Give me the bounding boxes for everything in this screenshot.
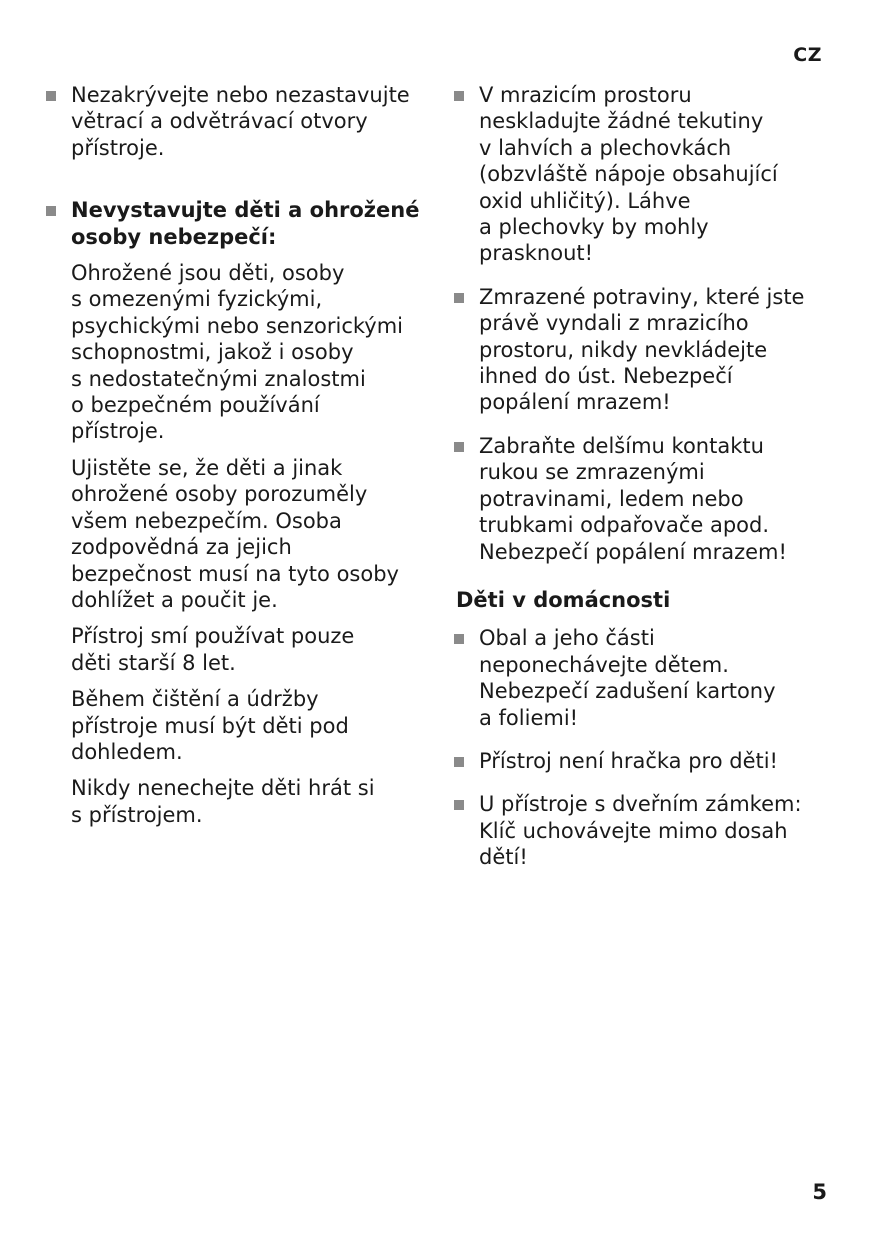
item-text: Zabraňte delšímu kontaktu rukou se zmrazenými potravinami, ledem nebo trubkami odpařovače apod. Nebezpečí popálení mrazem! (479, 433, 787, 564)
item-text: U přístroje s dveřním zámkem: Klíč uchovávejte mimo dosah dětí! (479, 792, 802, 870)
bullet-square-icon (46, 206, 56, 216)
paragraph: Ujistěte se, že děti a jinak ohrožené osoby porozuměly všem nebezpečím. Osoba zodpovědná za jejich bezpečnost musí na tyto osoby dohlížet a poučit je. (71, 455, 399, 612)
left-column (46, 82, 426, 845)
item-text: Zmrazené potraviny, které jste právě vyndali z mrazicího prostoru, nikdy nevkládejte ihned do úst. Nebezpečí popálení mrazem! (479, 284, 805, 415)
bullet-square-icon (454, 757, 464, 767)
right-column (454, 82, 826, 888)
bullet-square-icon (454, 800, 464, 810)
list-item (454, 82, 826, 267)
item-text: Obal a jeho části neponechávejte dětem. Nebezpečí zadušení kartony a foliemi! (479, 626, 776, 730)
list-item (454, 625, 826, 731)
paragraph: Nikdy nenechejte děti hrát si s přístrojem. (71, 776, 375, 827)
list-item-children-warning (46, 197, 426, 828)
bullet-square-icon (46, 91, 56, 101)
list-item (454, 284, 826, 416)
list-item (46, 82, 426, 161)
list-item (454, 791, 826, 870)
list-item (454, 433, 826, 565)
list-item (454, 748, 826, 774)
item-text: Nezakrývejte nebo nezastavujte větrací a odvětrávací otvory přístroje. (71, 83, 410, 160)
item-text: V mrazicím prostoru neskladujte žádné tekutiny v lahvích a plechovkách (obzvláště nápoje obsahující oxid uhličitý). Láhve a plechovky by mohly prasknout! (479, 83, 778, 266)
language-code: CZ (793, 44, 822, 66)
bullet-square-icon (454, 634, 464, 644)
bullet-square-icon (454, 91, 464, 101)
item-heading: Nevystavujte děti a ohrožené osoby nebezpečí: (71, 198, 420, 249)
page-number: 5 (812, 1180, 827, 1204)
paragraph: Během čištění a údržby přístroje musí být děti pod dohledem. (71, 687, 349, 764)
paragraph: Ohrožené jsou děti, osoby s omezenými fyzickými, psychickými nebo senzorickými schopnostmi, jakož i osoby s nedostatečnými znalostmi o bezpečném používání přístroje. (71, 261, 404, 444)
paragraph: Přístroj smí používat pouze děti starší 8 let. (71, 624, 355, 675)
item-text: Přístroj není hračka pro děti! (479, 748, 778, 773)
bullet-square-icon (454, 442, 464, 452)
bullet-square-icon (454, 293, 464, 303)
section-heading: Děti v domácnosti (456, 587, 671, 612)
